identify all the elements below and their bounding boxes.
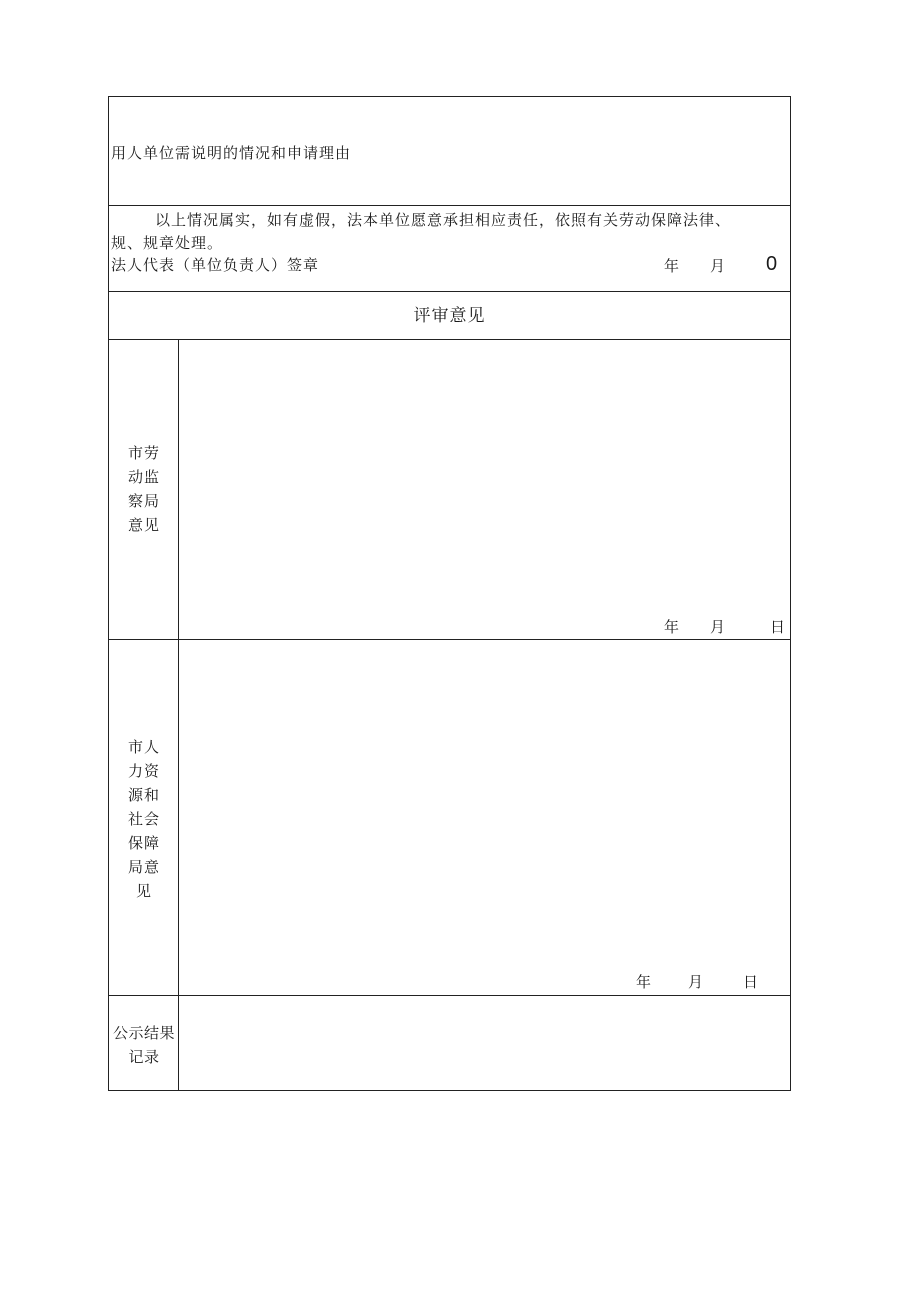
- declaration-row: [109, 206, 790, 292]
- declaration-month: 月: [710, 257, 727, 275]
- situation-row: [109, 97, 790, 206]
- labor-bureau-label: 市劳 动监 察局 意见: [127, 444, 160, 534]
- labor-bureau-month: 月: [710, 618, 727, 636]
- declaration-year: 年: [664, 257, 681, 275]
- declaration-line-2: 规、规章处理。: [111, 234, 224, 252]
- hr-bureau-day: 日: [743, 973, 760, 991]
- situation-label: 用人单位需说明的情况和申请理由: [111, 144, 352, 162]
- labor-bureau-row: [109, 340, 790, 640]
- declaration-day: 0: [766, 253, 779, 275]
- hr-bureau-month: 月: [688, 973, 705, 991]
- review-title-row: [109, 292, 790, 340]
- publicity-row: [109, 996, 790, 1090]
- application-form: [108, 96, 791, 1091]
- publicity-label-cell: [109, 996, 179, 1090]
- hr-bureau-label-cell: [109, 640, 179, 995]
- hr-bureau-row: [109, 640, 790, 996]
- signature-label: 法人代表（单位负责人）签章: [111, 256, 320, 274]
- hr-bureau-label: 市人 力资 源和 社会 保障 局意 见: [127, 738, 160, 900]
- review-title: 评审意见: [413, 306, 486, 326]
- labor-bureau-day: 日: [770, 618, 787, 636]
- hr-bureau-year: 年: [636, 973, 653, 991]
- labor-bureau-year: 年: [664, 618, 681, 636]
- declaration-line-1: 以上情况属实，如有虚假，法本单位愿意承担相应责任，依照有关劳动保障法律、: [155, 211, 732, 229]
- labor-bureau-label-cell: [109, 340, 179, 639]
- publicity-label: 公示结果 记录: [112, 1024, 175, 1066]
